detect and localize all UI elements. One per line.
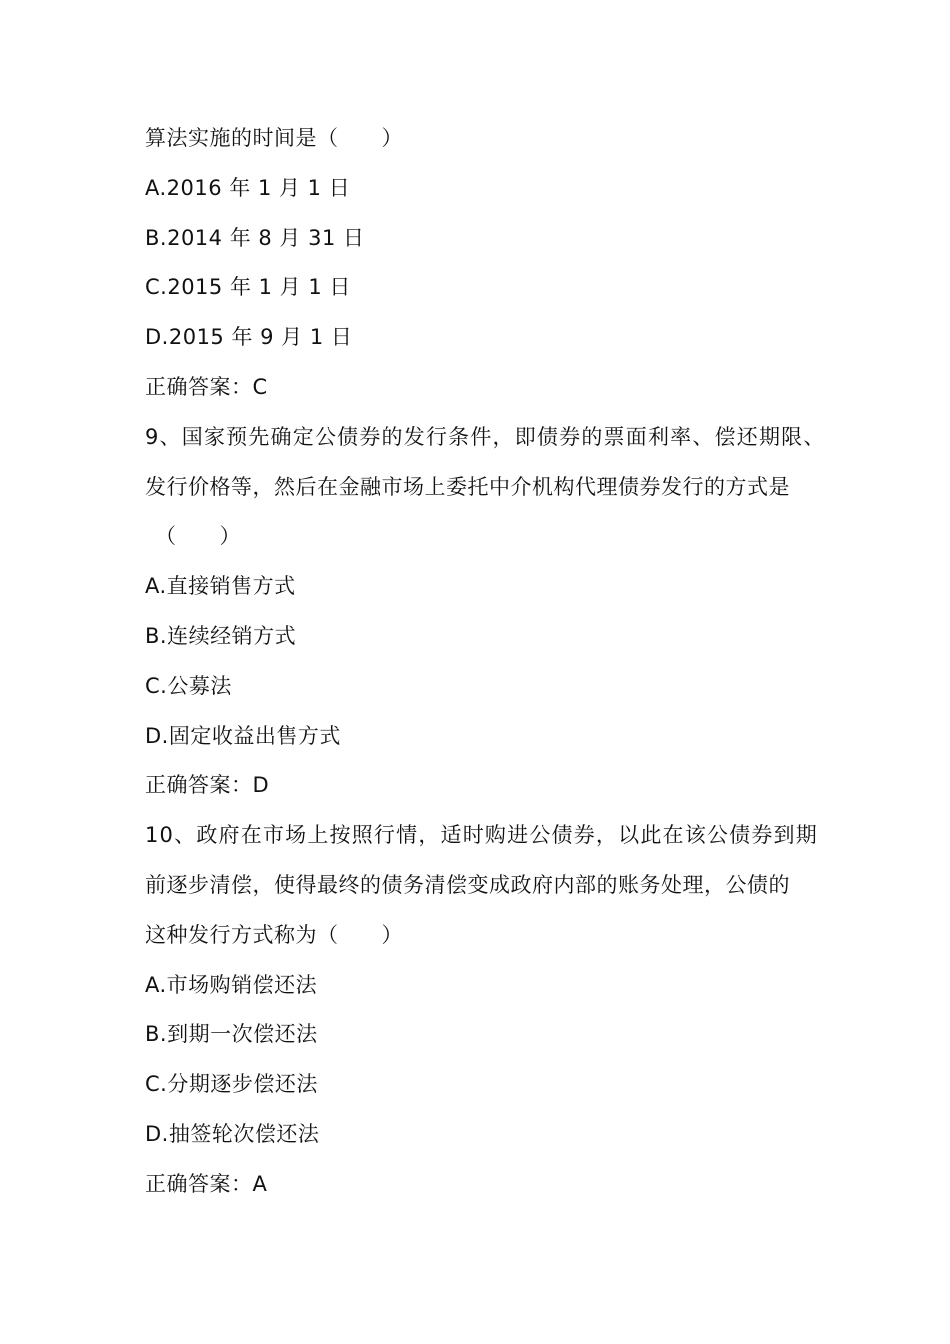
question-9-option-a: A.直接销售方式 xyxy=(145,574,296,599)
question-8 xyxy=(145,114,815,413)
question-8-stem: 算法实施的时间是（ ） xyxy=(145,126,403,150)
question-9-stem xyxy=(145,413,826,562)
question-8-option-b: B.2014 年 8 月 31 日 xyxy=(145,225,365,250)
question-9-stem-line-2: 发行价格等，然后在金融市场上委托中介机构代理债券发行的方式是 xyxy=(145,474,790,499)
question-9-stem-line-1: 9、国家预先确定公债券的发行条件，即债券的票面利率、偿还期限、 xyxy=(145,424,826,449)
question-10-answer: 正确答案：A xyxy=(145,1171,268,1196)
document-page xyxy=(145,114,826,1210)
question-9-option-c: C.公募法 xyxy=(145,673,232,698)
question-10-option-a: A.市场购销偿还法 xyxy=(145,972,318,997)
question-10 xyxy=(145,811,818,1209)
question-9-option-b: B.连续经销方式 xyxy=(145,623,297,648)
question-10-stem xyxy=(145,811,818,960)
question-10-stem-line-2: 前逐步清偿，使得最终的债务清偿变成政府内部的账务处理，公债的 xyxy=(145,872,790,897)
question-10-option-c: C.分期逐步偿还法 xyxy=(145,1072,318,1097)
question-9-answer: 正确答案：D xyxy=(145,773,270,798)
question-10-stem-line-1: 10、政府在市场上按照行情，适时购进公债券，以此在该公债券到期 xyxy=(145,823,818,848)
question-8-option-a: A.2016 年 1 月 1 日 xyxy=(145,175,351,200)
question-10-option-d: D.抽签轮次偿还法 xyxy=(145,1121,320,1146)
question-8-option-d: D.2015 年 9 月 1 日 xyxy=(145,325,353,350)
question-9-stem-line-3: （ ） xyxy=(155,524,241,549)
question-9-option-d: D.固定收益出售方式 xyxy=(145,723,341,748)
question-9 xyxy=(145,413,826,811)
question-8-option-c: C.2015 年 1 月 1 日 xyxy=(145,275,351,300)
question-10-option-b: B.到期一次偿还法 xyxy=(145,1022,318,1047)
question-10-stem-line-3: 这种发行方式称为（ ） xyxy=(145,922,403,947)
question-8-answer: 正确答案：C xyxy=(145,374,268,399)
